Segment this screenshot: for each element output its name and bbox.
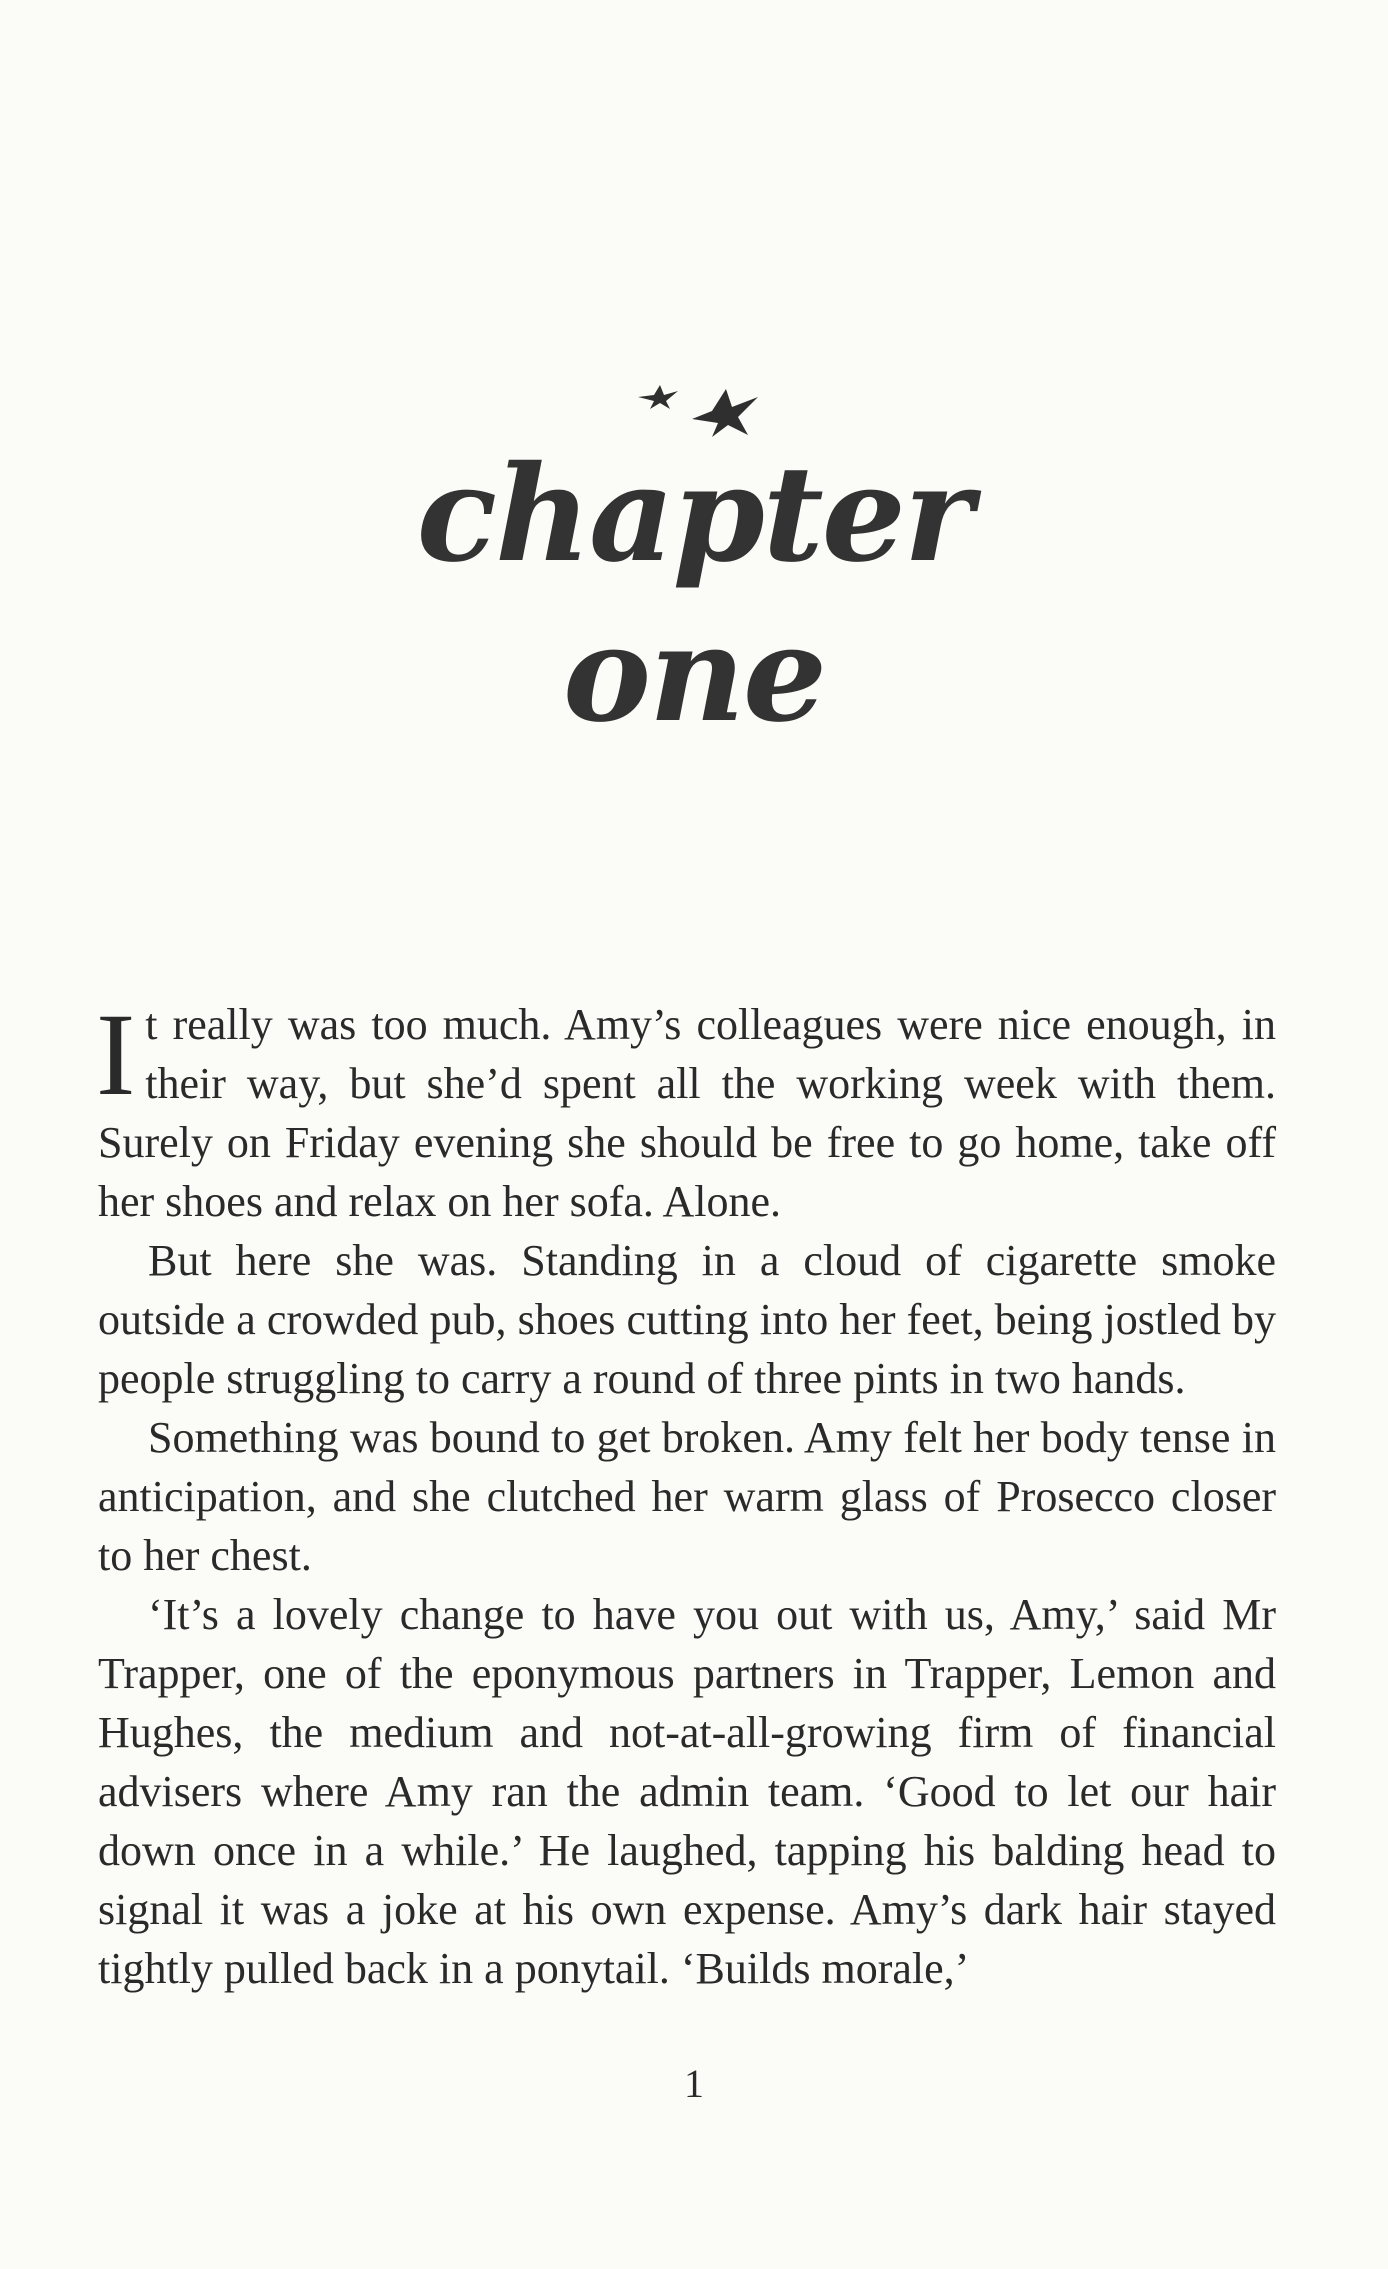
drop-cap: I <box>96 989 136 1120</box>
chapter-body <box>96 989 1276 1998</box>
page-number: 1 <box>684 2061 704 2106</box>
paragraph <box>96 989 1276 1231</box>
paragraph: But here she was. Standing in a cloud of cigarette smoke outside a crowded pub, shoes cutting into her feet, being jostled by people struggling to carry a round of three pints in two hands. <box>98 1236 1276 1403</box>
paragraph: ‘It’s a lovely change to have you out with us, Amy,’ said Mr Trapper, one of the eponymous partners in Trapper, Lemon and Hughes, the medium and not-at-all-growing firm of financial advisers where Amy ran the admin team. ‘Good to let our hair down once in a while.’ He laughed, tapping his balding head to signal it was a joke at his own expense. Amy’s dark hair stayed tightly pulled back in a ponytail. ‘Builds morale,’ <box>98 1590 1276 1993</box>
paragraph-text: t really was too much. Amy’s colleagues were nice enough, in their way, but she’d spent all the working week with them. Surely on Friday evening she should be free to go home, take off her shoes and relax on her sofa. Alone. <box>98 1000 1276 1226</box>
paragraph: Something was bound to get broken. Amy felt her body tense in anticipation, and she clutched her warm glass of Prosecco closer to her chest. <box>98 1413 1276 1580</box>
chapter-heading-word: chapter <box>416 437 972 592</box>
chapter-heading-number: one <box>563 597 825 752</box>
